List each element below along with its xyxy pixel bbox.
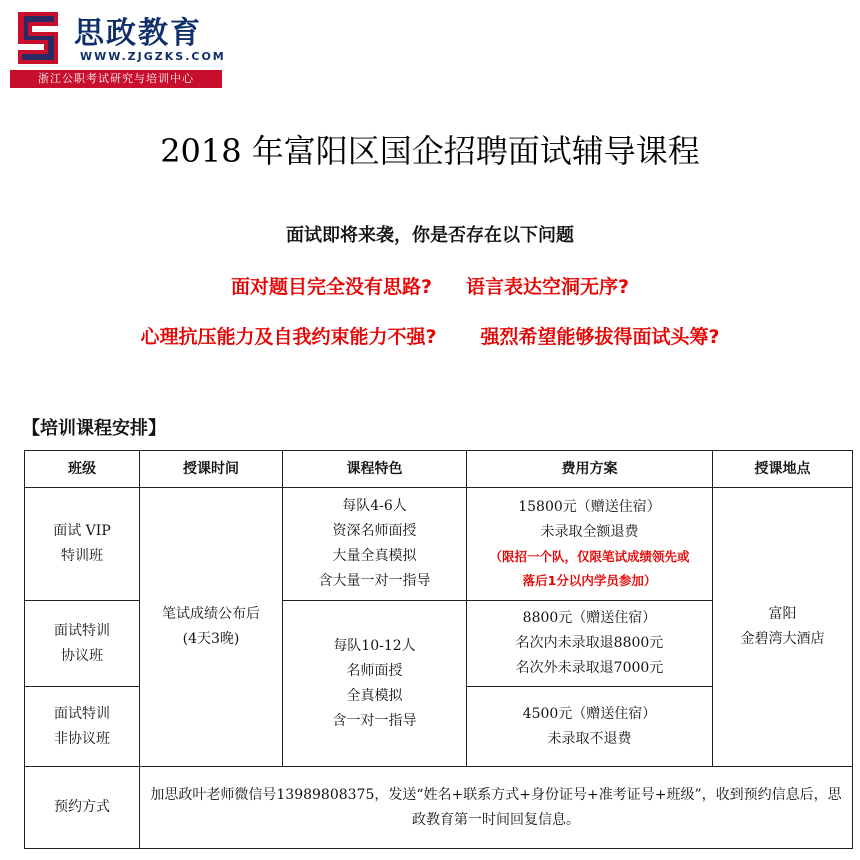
- class-cell: 面试特训 协议班: [25, 601, 140, 687]
- table-header-row: [25, 451, 853, 488]
- location-cell: 富阳 金碧湾大酒店: [713, 488, 853, 767]
- page-subtitle: 面试即将来袭，你是否存在以下问题: [286, 225, 574, 246]
- question-2: 语言表达空洞无序?: [466, 276, 630, 298]
- header-fee: 费用方案: [467, 451, 713, 488]
- table-row: [25, 488, 853, 601]
- question-4: 强烈希望能够拔得面试头筹?: [480, 326, 720, 348]
- brand-name: 思政教育: [74, 16, 202, 51]
- header-location: 授课地点: [713, 451, 853, 488]
- features-cell: 每队4-6人 资深名师面授 大量全真模拟 含大量一对一指导: [283, 488, 467, 601]
- features-cell: 每队10-12人 名师面授 全真模拟 含一对一指导: [283, 601, 467, 767]
- booking-label: 预约方式: [25, 767, 140, 849]
- question-3: 心理抗压能力及自我约束能力不强?: [140, 326, 437, 348]
- class-cell: 面试 VIP 特训班: [25, 488, 140, 601]
- section-title: 【培训课程安排】: [22, 418, 166, 439]
- fee-cell: 4500元（赠送住宿） 未录取不退费: [467, 687, 713, 767]
- class-cell: 面试特训 非协议班: [25, 687, 140, 767]
- page-title: 2018 年富阳区国企招聘面试辅导课程: [160, 132, 700, 170]
- question-line-2: [0, 322, 860, 349]
- question-line-1: [0, 272, 860, 299]
- header-class: 班级: [25, 451, 140, 488]
- brand-url: WWW.ZJGZKS.COM: [80, 50, 226, 63]
- fee-restriction-note: 落后1分以内学员参加）: [522, 573, 657, 588]
- fee-cell: 15800元（赠送住宿） 未录取全额退费 （限招一个队，仅限笔试成绩领先或 落后1分以内学员参加）: [467, 488, 713, 601]
- logo: [10, 6, 226, 86]
- question-1: 面对题目完全没有思路?: [230, 276, 432, 298]
- time-cell: 笔试成绩公布后 (4天3晚): [140, 488, 283, 767]
- course-schedule-table: [24, 450, 853, 849]
- booking-row: [25, 767, 853, 849]
- logo-s-mark-icon: [10, 6, 68, 70]
- fee-cell: 8800元（赠送住宿） 名次内未录取退8800元 名次外未录取退7000元: [467, 601, 713, 687]
- booking-instructions: 加思政叶老师微信号13989808375，发送“姓名+联系方式+身份证号+准考证号+班级”，收到预约信息后，思政教育第一时间回复信息。: [140, 767, 853, 849]
- header-features: 课程特色: [283, 451, 467, 488]
- fee-restriction-note: （限招一个队，仅限笔试成绩领先或: [489, 549, 690, 564]
- brand-tagline: 浙江公职考试研究与培训中心: [10, 70, 222, 88]
- header-time: 授课时间: [140, 451, 283, 488]
